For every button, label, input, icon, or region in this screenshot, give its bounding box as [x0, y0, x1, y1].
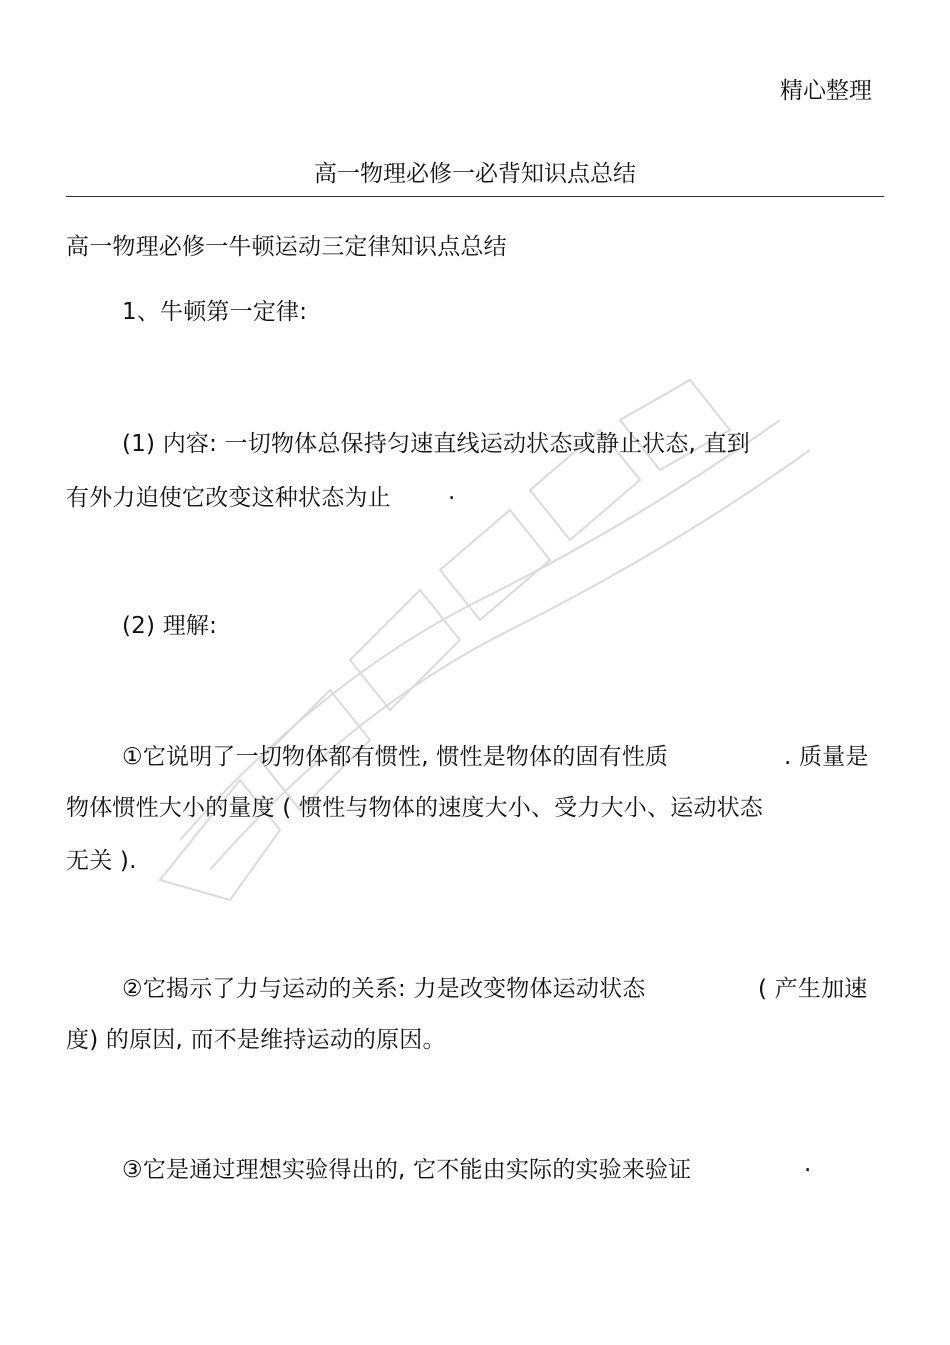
point-1-line-1b: . 质量是 — [784, 744, 869, 770]
content-line-2: 有外力迫使它改变这种状态为止 — [66, 485, 391, 511]
understanding-heading: (2) 理解: — [122, 613, 218, 639]
point-2-line-1b: ( 产生加速 — [758, 976, 868, 1002]
section-heading: 高一物理必修一牛顿运动三定律知识点总结 — [66, 234, 507, 260]
point-1-line-3: 无关 ). — [66, 848, 137, 874]
point-1-line-1a: ①它说明了一切物体都有惯性, 惯性是物体的固有性质 — [122, 744, 669, 770]
header-tag: 精心整理 — [780, 78, 872, 104]
point-1-line-2: 物体惯性大小的量度 ( 惯性与物体的速度大小、受力大小、运动状态 — [66, 795, 763, 821]
document-title: 高一物理必修一必背知识点总结 — [314, 161, 636, 187]
item-newton-first-law: 1、牛顿第一定律: — [122, 299, 308, 325]
point-3-line-1b: . — [804, 1151, 812, 1177]
point-3-line-1a: ③它是通过理想实验得出的, 它不能由实际的实验来验证 — [122, 1157, 692, 1183]
content-line-1: (1) 内容: 一切物体总保持匀速直线运动状态或静止状态, 直到 — [122, 431, 750, 457]
title-divider — [66, 196, 884, 197]
content-line-2-period: . — [448, 479, 456, 505]
point-2-line-1a: ②它揭示了力与运动的关系: 力是改变物体运动状态 — [122, 976, 646, 1002]
point-2-line-2: 度) 的原因, 而不是维持运动的原因。 — [66, 1027, 446, 1053]
